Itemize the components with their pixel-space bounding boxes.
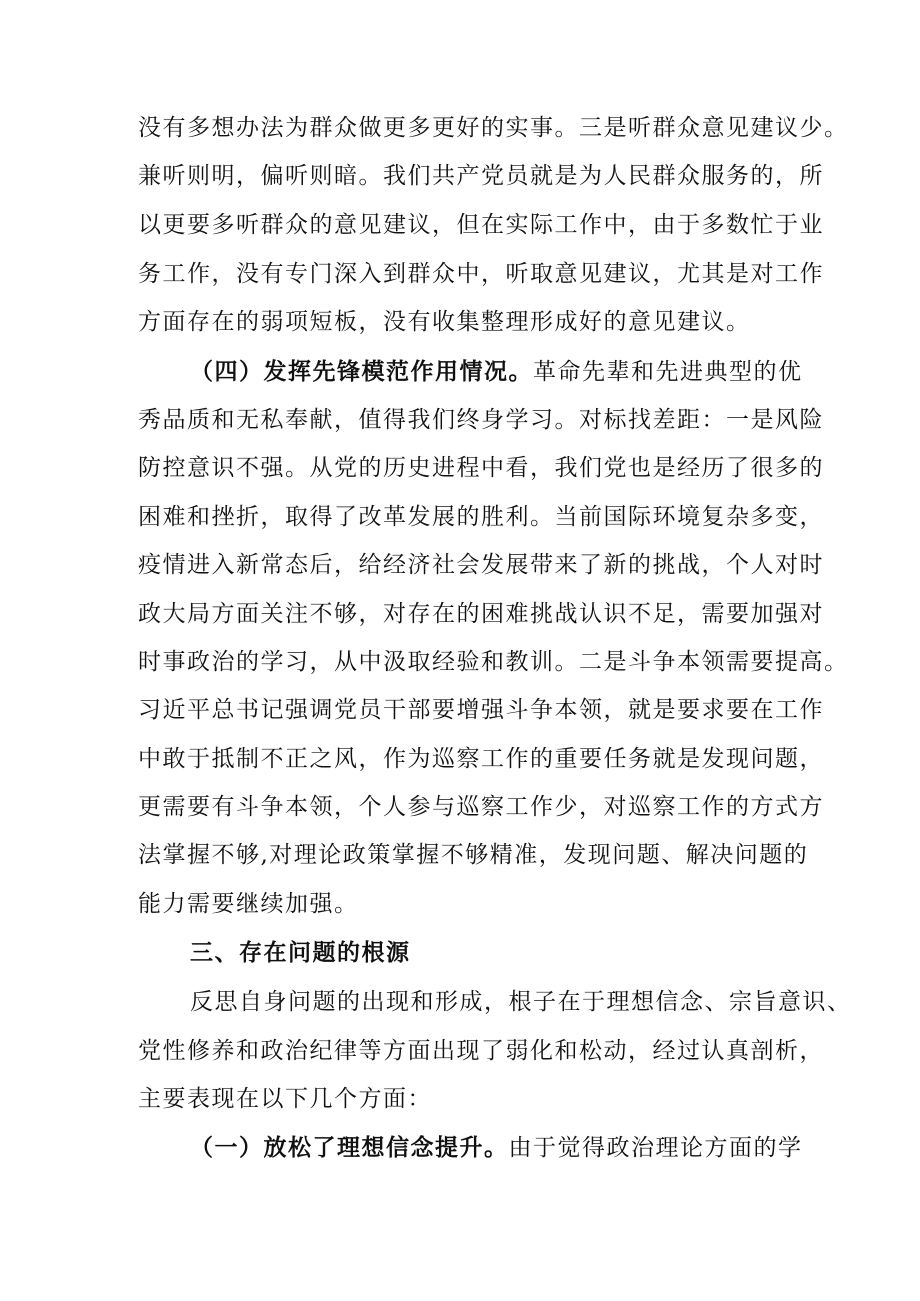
body-line-9: 困难和挫折，取得了改革发展的胜利。当前国际环境复杂多变， xyxy=(138,504,824,530)
body-line-5: 方面存在的弱项短板，没有收集整理形成好的意见建议。 xyxy=(138,309,751,335)
body-line-3: 以更要多听群众的意见建议，但在实际工作中，由于多数忙于业 xyxy=(138,212,824,238)
body-line-19: 反思自身问题的出现和形成，根子在于理想信念、宗旨意识、 xyxy=(190,989,852,1015)
subsection-one-paragraph-start xyxy=(190,1133,803,1163)
section-four-paragraph-start xyxy=(190,357,803,387)
subsection-one-text: 由于觉得政治理论方面的学 xyxy=(508,1135,803,1161)
section-three-heading: 三、存在问题的根源 xyxy=(190,939,411,966)
body-line-13: 习近平总书记强调党员干部要增强斗争本领，就是要求要在工作 xyxy=(138,697,824,723)
body-line-20: 党性修养和政治纪律等方面出现了弱化和松动，经过认真剖析， xyxy=(138,1038,824,1064)
body-line-7: 秀品质和无私奉献，值得我们终身学习。对标找差距：一是风险 xyxy=(138,407,824,433)
body-line-15: 更需要有斗争本领，个人参与巡察工作少，对巡察工作的方式方 xyxy=(138,794,824,820)
body-line-16: 法掌握不够,对理论政策掌握不够精准，发现问题、解决问题的 xyxy=(138,842,809,868)
body-line-10: 疫情进入新常态后，给经济社会发展带来了新的挑战，个人对时 xyxy=(138,552,824,578)
body-line-14: 中敢于抵制不正之风，作为巡察工作的重要任务就是发现问题， xyxy=(138,746,824,772)
body-line-8: 防控意识不强。从党的历史进程中看，我们党也是经历了很多的 xyxy=(138,455,824,481)
body-line-2: 兼听则明，偏听则暗。我们共产党员就是为人民群众服务的，所 xyxy=(138,163,824,189)
body-line-1: 没有多想办法为群众做更多更好的实事。三是听群众意见建议少。 xyxy=(138,115,849,141)
section-four-heading: （四）发挥先锋模范作用情况。 xyxy=(190,358,533,385)
body-line-12: 时事政治的学习，从中汲取经验和教训。二是斗争本领需要提高。 xyxy=(138,649,849,675)
body-line-17: 能力需要继续加强。 xyxy=(138,891,359,917)
body-line-21: 主要表现在以下几个方面： xyxy=(138,1086,432,1112)
subsection-one-heading: （一）放松了理想信念提升。 xyxy=(190,1134,509,1161)
body-line-4: 务工作，没有专门深入到群众中，听取意见建议，尤其是对工作 xyxy=(138,261,824,287)
body-line-11: 政大局方面关注不够，对存在的困难挑战认识不足，需要加强对 xyxy=(138,601,824,627)
section-four-text: 革命先辈和先进典型的优 xyxy=(533,359,803,385)
